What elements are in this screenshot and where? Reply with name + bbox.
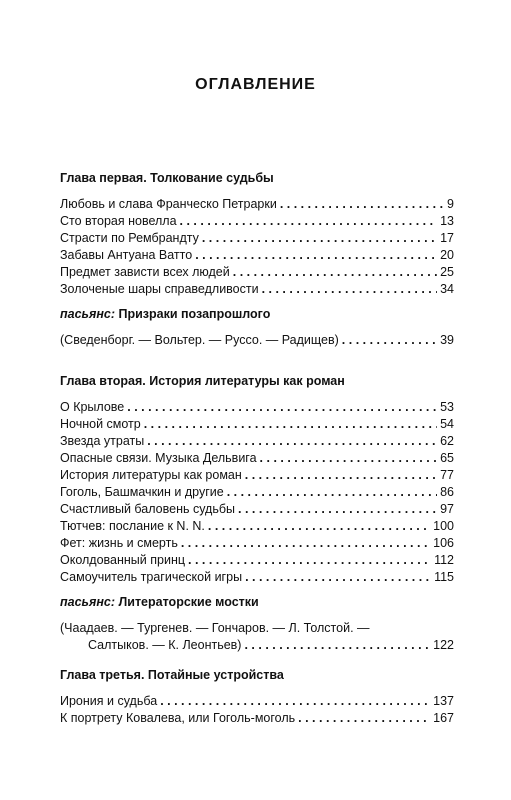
entry-title: Околдованный принц (60, 553, 186, 567)
toc-entry[interactable] (60, 332, 454, 349)
entry-title: Гоголь, Башмачкин и другие (60, 485, 224, 499)
entry-page: 34 (440, 282, 454, 296)
heading-text: Глава третья. Потайные устройства (60, 668, 284, 682)
toc-entry[interactable] (60, 247, 454, 264)
page-title: ОГЛАВЛЕНИЕ (195, 76, 316, 93)
entry-page: 25 (440, 265, 454, 279)
entry-page: 54 (440, 417, 454, 431)
dot-leader (233, 264, 437, 281)
dot-leader (127, 399, 437, 416)
dot-leader (245, 569, 431, 586)
toc-entry[interactable] (60, 264, 454, 281)
dot-leader (147, 433, 437, 450)
dot-leader (238, 501, 437, 518)
section-heading (60, 171, 454, 185)
entry-title: О Крылове (60, 400, 125, 414)
entry-title: Предмет зависти всех людей (60, 265, 230, 279)
heading-prefix: пасьянс: (60, 595, 115, 609)
dot-leader (188, 552, 431, 569)
toc-entry[interactable] (60, 416, 454, 433)
dot-leader (195, 247, 437, 264)
entry-title: (Сведенборг. — Вольтер. — Руссо. — Радищев) (60, 333, 339, 347)
entry-page: 167 (433, 711, 454, 725)
dot-leader (262, 281, 438, 298)
dot-leader (208, 518, 430, 535)
entry-title: Счастливый баловень судьбы (60, 502, 235, 516)
heading-text: Литераторские мостки (118, 595, 259, 609)
entry-page: 20 (440, 248, 454, 262)
toc-entry[interactable] (60, 710, 454, 727)
entry-page: 97 (440, 502, 454, 516)
toc-entry[interactable] (60, 213, 454, 230)
entry-list (60, 399, 454, 586)
entry-list (60, 196, 454, 298)
dot-leader (245, 467, 437, 484)
entry-page: 13 (440, 214, 454, 228)
entry-list (60, 332, 454, 349)
entry-page: 77 (440, 468, 454, 482)
toc-entry[interactable] (60, 467, 454, 484)
entry-title: Золоченые шары справедливости (60, 282, 259, 296)
entry-title: Опасные связи. Музыка Дельвига (60, 451, 257, 465)
section-chapter-2 (60, 374, 454, 586)
dot-leader (227, 484, 437, 501)
dot-leader (244, 637, 430, 654)
entry-page: 86 (440, 485, 454, 499)
entry-page: 115 (434, 570, 454, 584)
dot-leader (202, 230, 437, 247)
entry-page: 100 (433, 519, 454, 533)
heading-prefix: пасьянс: (60, 307, 115, 321)
section-heading (60, 595, 454, 609)
toc-entry[interactable] (60, 569, 454, 586)
dot-leader (342, 332, 437, 349)
entry-line-2 (60, 637, 454, 654)
heading-text: Глава вторая. История литературы как роман (60, 374, 345, 388)
section-heading (60, 668, 454, 682)
entry-title: Забавы Антуана Ватто (60, 248, 193, 262)
entry-page: 39 (440, 333, 454, 347)
entry-list (60, 693, 454, 727)
dot-leader (260, 450, 438, 467)
entry-page: 53 (440, 400, 454, 414)
entry-page: 137 (433, 694, 454, 708)
entry-page: 9 (447, 197, 454, 211)
heading-text: Глава первая. Толкование судьбы (60, 171, 274, 185)
entry-page: 122 (433, 638, 454, 652)
heading-text: Призраки позапрошлого (118, 307, 271, 321)
entry-page: 112 (434, 553, 454, 567)
toc-entry[interactable] (60, 518, 454, 535)
toc-entry[interactable] (60, 433, 454, 450)
toc-entry[interactable] (60, 281, 454, 298)
toc-entry[interactable] (60, 693, 454, 710)
toc-entry[interactable] (60, 230, 454, 247)
dot-leader (160, 693, 430, 710)
dot-leader (181, 535, 430, 552)
dot-leader (180, 213, 438, 230)
toc-entry[interactable] (60, 196, 454, 213)
section-chapter-1 (60, 171, 454, 298)
dot-leader (144, 416, 437, 433)
entry-title: К портрету Ковалева, или Гоголь-моголь (60, 711, 296, 725)
entry-page: 17 (440, 231, 454, 245)
entry-page: 65 (440, 451, 454, 465)
entry-title: История литературы как роман (60, 468, 242, 482)
entry-title: Звезда утраты (60, 434, 145, 448)
dot-leader (298, 710, 430, 727)
toc-entry[interactable] (60, 484, 454, 501)
toc-entry[interactable] (60, 535, 454, 552)
entry-page: 106 (433, 536, 454, 550)
section-chapter-3 (60, 668, 454, 727)
dot-leader (280, 196, 444, 213)
entry-title: Ирония и судьба (60, 694, 158, 708)
toc-entry-multiline[interactable] (60, 620, 454, 654)
entry-title: Фет: жизнь и смерть (60, 536, 178, 550)
toc-entry[interactable] (60, 552, 454, 569)
entry-title: Ночной смотр (60, 417, 141, 431)
section-solitaire-2 (60, 595, 454, 654)
toc-entry[interactable] (60, 501, 454, 518)
section-solitaire-1 (60, 307, 454, 349)
section-heading (60, 374, 454, 388)
entry-title: Страсти по Рембрандту (60, 231, 199, 245)
toc-entry[interactable] (60, 399, 454, 416)
entry-title-line-1: (Чаадаев. — Тургенев. — Гончаров. — Л. Толстой. — (60, 621, 370, 635)
entry-title-line-2: Салтыков. — К. Леонтьев) (88, 638, 242, 652)
entry-title: Самоучитель трагической игры (60, 570, 243, 584)
entry-title: Любовь и слава Франческо Петрарки (60, 197, 277, 211)
toc-entry[interactable] (60, 450, 454, 467)
section-heading (60, 307, 454, 321)
entry-title: Сто вторая новелла (60, 214, 177, 228)
entry-title: Тютчев: послание к N. N. (60, 519, 205, 533)
entry-page: 62 (440, 434, 454, 448)
